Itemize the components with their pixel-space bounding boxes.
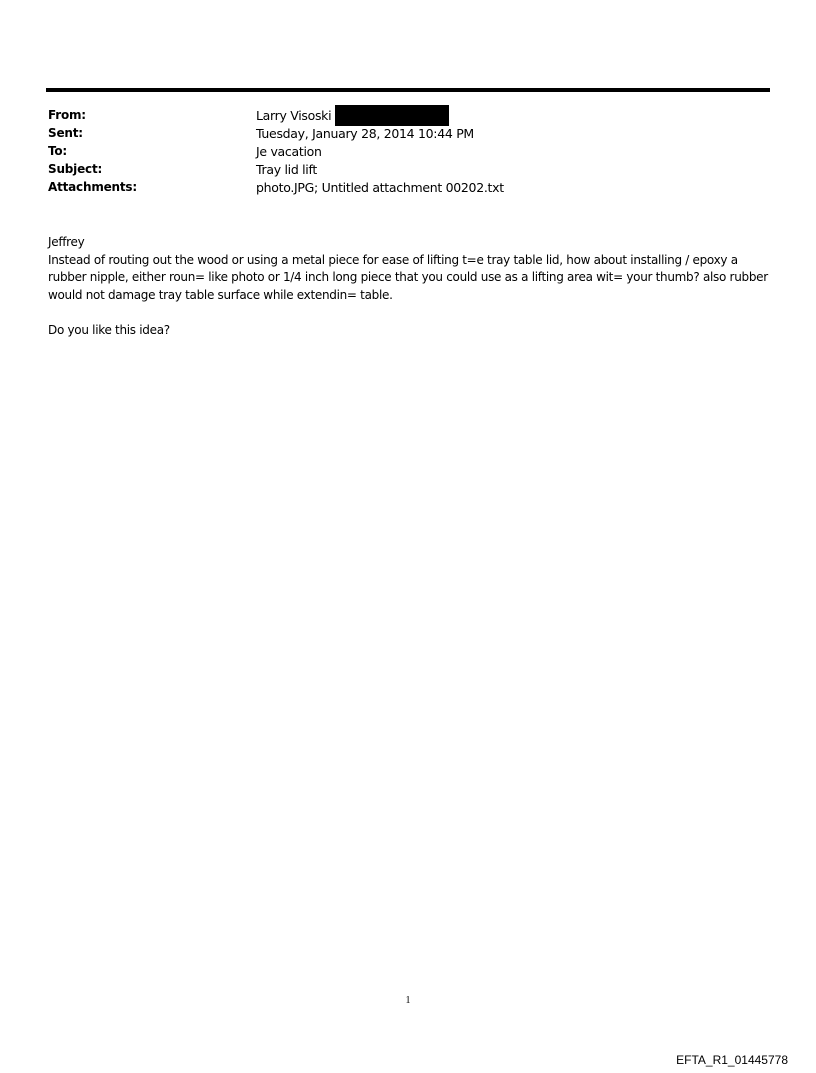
attachments-row <box>48 178 768 196</box>
sent-label: Sent: <box>48 126 83 140</box>
redaction-block <box>335 105 449 126</box>
paragraph-spacer <box>48 304 778 322</box>
document-id: EFTA_R1_01445778 <box>676 1053 788 1067</box>
page-number: 1 <box>405 995 411 1006</box>
subject-value: Tray lid lift <box>256 161 317 177</box>
attachments-value: photo.JPG; Untitled attachment 00202.txt <box>256 179 504 195</box>
closing-question: Do you like this idea? <box>48 322 170 337</box>
header-divider <box>46 88 770 92</box>
from-label: From: <box>48 108 86 122</box>
sent-row <box>48 124 768 142</box>
from-value <box>256 105 449 126</box>
to-value: Je vacation <box>256 143 322 159</box>
sender-name: Larry Visoski <box>256 107 332 123</box>
email-header <box>48 106 768 196</box>
greeting: Jeffrey <box>48 235 85 249</box>
body-paragraph: Instead of routing out the wood or using a metal piece for ease of lifting t=e tray table lid, how about installing / epoxy a rubber nipple, either roun= like photo or 1/4 inch long piece that you could use as a lifting area wit= your thumb? also rubber would not damage tray table surface while extendin= table. <box>48 252 768 302</box>
to-label: To: <box>48 144 68 158</box>
to-row <box>48 142 768 160</box>
attachments-label: Attachments: <box>48 180 137 194</box>
subject-row <box>48 160 768 178</box>
email-body <box>48 234 778 339</box>
sent-value: Tuesday, January 28, 2014 10:44 PM <box>256 125 474 141</box>
from-row <box>48 106 768 124</box>
subject-label: Subject: <box>48 162 103 176</box>
